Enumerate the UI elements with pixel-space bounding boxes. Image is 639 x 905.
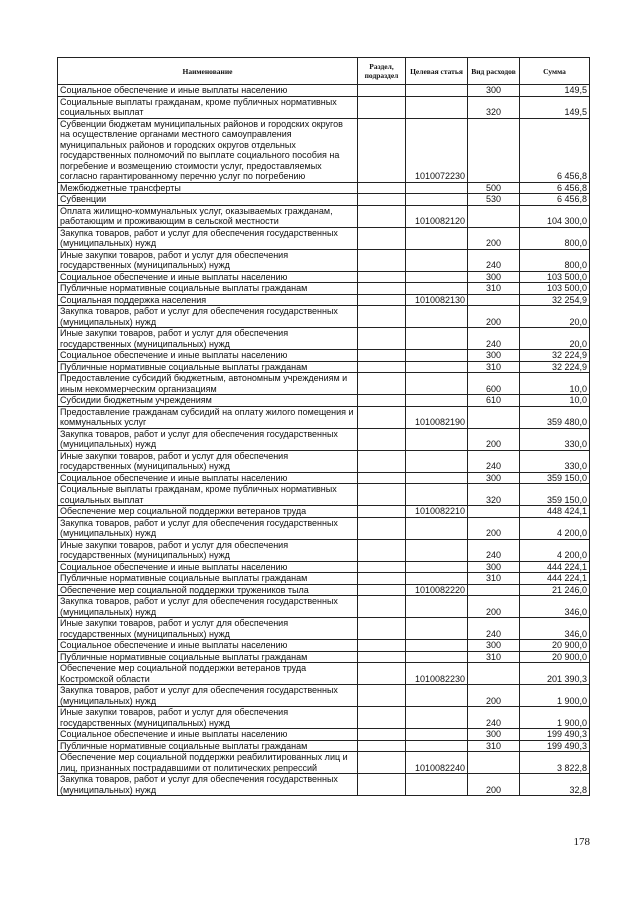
- cell-name: Социальное обеспечение и иные выплаты населению: [58, 271, 358, 283]
- cell-sum: 3 822,8: [520, 752, 590, 774]
- cell-name: Социальное обеспечение и иные выплаты населению: [58, 640, 358, 652]
- cell-section: [358, 182, 406, 194]
- table-row: [58, 406, 590, 428]
- cell-target: [406, 350, 468, 362]
- cell-target: 1010082230: [406, 663, 468, 685]
- cell-kind: [468, 752, 520, 774]
- cell-name: Публичные нормативные социальные выплаты гражданам: [58, 361, 358, 373]
- cell-section: [358, 406, 406, 428]
- cell-section: [358, 328, 406, 350]
- cell-section: [358, 539, 406, 561]
- cell-sum: 201 390,3: [520, 663, 590, 685]
- cell-section: [358, 707, 406, 729]
- cell-kind: 320: [468, 96, 520, 118]
- cell-sum: 330,0: [520, 428, 590, 450]
- cell-section: [358, 618, 406, 640]
- cell-kind: [468, 506, 520, 518]
- cell-name: Социальные выплаты гражданам, кроме публичных нормативных социальных выплат: [58, 96, 358, 118]
- cell-kind: 200: [468, 517, 520, 539]
- cell-sum: 6 456,8: [520, 194, 590, 206]
- cell-section: [358, 640, 406, 652]
- cell-name: Иные закупки товаров, работ и услуг для обеспечения государственных (муниципальных) нужд: [58, 450, 358, 472]
- cell-name: Оплата жилищно-коммунальных услуг, оказываемых гражданам, работающим и проживающим в сельской местности: [58, 205, 358, 227]
- cell-kind: 200: [468, 774, 520, 796]
- cell-kind: 300: [468, 729, 520, 741]
- cell-sum: 4 200,0: [520, 539, 590, 561]
- cell-kind: 200: [468, 428, 520, 450]
- table-row: [58, 395, 590, 407]
- cell-name: Публичные нормативные социальные выплаты гражданам: [58, 283, 358, 295]
- cell-name: Обеспечение мер социальной поддержки реабилитированных лиц и лиц, признанных пострадавшими от политических репрессий: [58, 752, 358, 774]
- cell-section: [358, 249, 406, 271]
- table-body: [58, 85, 590, 796]
- cell-name: Социальное обеспечение и иные выплаты населению: [58, 350, 358, 362]
- cell-section: [358, 361, 406, 373]
- cell-sum: 32,8: [520, 774, 590, 796]
- cell-kind: 200: [468, 306, 520, 328]
- cell-sum: 346,0: [520, 596, 590, 618]
- header-section: Раздел, подраздел: [358, 58, 406, 85]
- cell-target: [406, 306, 468, 328]
- cell-section: [358, 472, 406, 484]
- cell-name: Закупка товаров, работ и услуг для обеспечения государственных (муниципальных) нужд: [58, 517, 358, 539]
- cell-section: [358, 573, 406, 585]
- cell-target: [406, 328, 468, 350]
- cell-sum: 20,0: [520, 328, 590, 350]
- cell-sum: 800,0: [520, 249, 590, 271]
- table-row: [58, 328, 590, 350]
- cell-kind: [468, 406, 520, 428]
- cell-sum: 32 254,9: [520, 294, 590, 306]
- cell-name: Социальное обеспечение и иные выплаты населению: [58, 472, 358, 484]
- table-row: [58, 584, 590, 596]
- cell-kind: 310: [468, 283, 520, 295]
- cell-kind: 240: [468, 707, 520, 729]
- table-row: [58, 651, 590, 663]
- cell-sum: 20 900,0: [520, 651, 590, 663]
- cell-section: [358, 740, 406, 752]
- cell-section: [358, 774, 406, 796]
- cell-target: [406, 85, 468, 97]
- cell-sum: 448 424,1: [520, 506, 590, 518]
- cell-section: [358, 450, 406, 472]
- cell-target: [406, 249, 468, 271]
- cell-name: Межбюджетные трансферты: [58, 182, 358, 194]
- cell-target: [406, 685, 468, 707]
- cell-target: [406, 227, 468, 249]
- cell-target: [406, 729, 468, 741]
- cell-section: [358, 428, 406, 450]
- cell-sum: 6 456,8: [520, 118, 590, 182]
- cell-target: [406, 539, 468, 561]
- table-row: [58, 194, 590, 206]
- cell-kind: 200: [468, 685, 520, 707]
- table-row: [58, 96, 590, 118]
- cell-name: Субвенции: [58, 194, 358, 206]
- table-row: [58, 707, 590, 729]
- cell-kind: 320: [468, 484, 520, 506]
- cell-name: Иные закупки товаров, работ и услуг для обеспечения государственных (муниципальных) нужд: [58, 249, 358, 271]
- table-row: [58, 685, 590, 707]
- table-row: [58, 373, 590, 395]
- cell-target: [406, 450, 468, 472]
- cell-kind: [468, 663, 520, 685]
- cell-section: [358, 85, 406, 97]
- cell-sum: 359 150,0: [520, 472, 590, 484]
- table-row: [58, 539, 590, 561]
- table-row: [58, 472, 590, 484]
- table-row: [58, 227, 590, 249]
- cell-target: [406, 373, 468, 395]
- table-row: [58, 271, 590, 283]
- cell-section: [358, 373, 406, 395]
- cell-name: Субсидии бюджетным учреждениям: [58, 395, 358, 407]
- cell-name: Социальная поддержка населения: [58, 294, 358, 306]
- cell-target: [406, 96, 468, 118]
- table-row: [58, 484, 590, 506]
- cell-sum: 10,0: [520, 373, 590, 395]
- cell-target: [406, 561, 468, 573]
- cell-kind: 610: [468, 395, 520, 407]
- cell-sum: 103 500,0: [520, 283, 590, 295]
- cell-section: [358, 294, 406, 306]
- cell-name: Иные закупки товаров, работ и услуг для обеспечения государственных (муниципальных) нужд: [58, 328, 358, 350]
- cell-section: [358, 663, 406, 685]
- cell-sum: 1 900,0: [520, 707, 590, 729]
- table-header-row: [58, 58, 590, 85]
- cell-sum: 346,0: [520, 618, 590, 640]
- cell-name: Субвенции бюджетам муниципальных районов и городских округов на осуществление органами местного самоуправления муниципальных районов и городских округов отдельных государственных полномочий по выплате социального пособия на погребение и возмещению стоимости услуг, предоставляемых согласно гарантированному перечню услуг по погребению: [58, 118, 358, 182]
- cell-kind: 310: [468, 740, 520, 752]
- table-row: [58, 361, 590, 373]
- cell-name: Публичные нормативные социальные выплаты гражданам: [58, 651, 358, 663]
- cell-name: Обеспечение мер социальной поддержки ветеранов труда: [58, 506, 358, 518]
- cell-name: Социальное обеспечение и иные выплаты населению: [58, 729, 358, 741]
- cell-section: [358, 205, 406, 227]
- cell-name: Предоставление гражданам субсидий на оплату жилого помещения и коммунальных услуг: [58, 406, 358, 428]
- cell-section: [358, 271, 406, 283]
- cell-kind: 200: [468, 227, 520, 249]
- cell-section: [358, 561, 406, 573]
- cell-kind: 300: [468, 640, 520, 652]
- cell-target: [406, 472, 468, 484]
- cell-kind: [468, 584, 520, 596]
- table-row: [58, 205, 590, 227]
- table-row: [58, 774, 590, 796]
- cell-target: 1010072230: [406, 118, 468, 182]
- cell-kind: [468, 118, 520, 182]
- cell-section: [358, 596, 406, 618]
- cell-kind: 300: [468, 472, 520, 484]
- budget-table: [57, 57, 590, 796]
- cell-target: 1010082130: [406, 294, 468, 306]
- cell-section: [358, 306, 406, 328]
- table-row: [58, 85, 590, 97]
- cell-target: [406, 271, 468, 283]
- header-target: Целевая статья: [406, 58, 468, 85]
- cell-kind: [468, 205, 520, 227]
- cell-sum: 149,5: [520, 96, 590, 118]
- cell-section: [358, 350, 406, 362]
- table-row: [58, 618, 590, 640]
- cell-sum: 4 200,0: [520, 517, 590, 539]
- cell-sum: 199 490,3: [520, 729, 590, 741]
- header-kind: Вид расходов: [468, 58, 520, 85]
- table-row: [58, 118, 590, 182]
- cell-section: [358, 517, 406, 539]
- cell-kind: 530: [468, 194, 520, 206]
- cell-section: [358, 651, 406, 663]
- cell-name: Закупка товаров, работ и услуг для обеспечения государственных (муниципальных) нужд: [58, 227, 358, 249]
- table-row: [58, 450, 590, 472]
- cell-section: [358, 395, 406, 407]
- cell-sum: 330,0: [520, 450, 590, 472]
- cell-target: [406, 740, 468, 752]
- cell-target: [406, 596, 468, 618]
- cell-sum: 32 224,9: [520, 361, 590, 373]
- table-row: [58, 428, 590, 450]
- cell-kind: 300: [468, 561, 520, 573]
- cell-target: [406, 517, 468, 539]
- cell-kind: 300: [468, 350, 520, 362]
- cell-name: Иные закупки товаров, работ и услуг для обеспечения государственных (муниципальных) нужд: [58, 618, 358, 640]
- cell-sum: 800,0: [520, 227, 590, 249]
- cell-target: [406, 484, 468, 506]
- cell-section: [358, 506, 406, 518]
- cell-section: [358, 227, 406, 249]
- cell-target: [406, 283, 468, 295]
- cell-target: [406, 651, 468, 663]
- cell-target: [406, 395, 468, 407]
- table-row: [58, 596, 590, 618]
- table-row: [58, 506, 590, 518]
- cell-kind: 600: [468, 373, 520, 395]
- table-row: [58, 561, 590, 573]
- cell-section: [358, 752, 406, 774]
- cell-name: Закупка товаров, работ и услуг для обеспечения государственных (муниципальных) нужд: [58, 428, 358, 450]
- cell-sum: 6 456,8: [520, 182, 590, 194]
- cell-name: Закупка товаров, работ и услуг для обеспечения государственных (муниципальных) нужд: [58, 306, 358, 328]
- cell-sum: 20,0: [520, 306, 590, 328]
- cell-section: [358, 685, 406, 707]
- cell-sum: 444 224,1: [520, 573, 590, 585]
- cell-kind: [468, 294, 520, 306]
- cell-section: [358, 484, 406, 506]
- cell-kind: 300: [468, 85, 520, 97]
- cell-section: [358, 584, 406, 596]
- cell-target: 1010082190: [406, 406, 468, 428]
- cell-name: Обеспечение мер социальной поддержки тружеников тыла: [58, 584, 358, 596]
- table-row: [58, 249, 590, 271]
- cell-sum: 359 480,0: [520, 406, 590, 428]
- cell-kind: 310: [468, 361, 520, 373]
- cell-kind: 310: [468, 651, 520, 663]
- cell-target: 1010082120: [406, 205, 468, 227]
- cell-target: [406, 640, 468, 652]
- cell-kind: 240: [468, 618, 520, 640]
- table-row: [58, 182, 590, 194]
- cell-sum: 10,0: [520, 395, 590, 407]
- table-row: [58, 752, 590, 774]
- cell-kind: 240: [468, 249, 520, 271]
- cell-section: [358, 194, 406, 206]
- cell-name: Закупка товаров, работ и услуг для обеспечения государственных (муниципальных) нужд: [58, 596, 358, 618]
- table-row: [58, 517, 590, 539]
- cell-target: [406, 194, 468, 206]
- cell-name: Социальное обеспечение и иные выплаты населению: [58, 85, 358, 97]
- cell-kind: 300: [468, 271, 520, 283]
- table-row: [58, 283, 590, 295]
- header-name: Наименование: [58, 58, 358, 85]
- cell-sum: 32 224,9: [520, 350, 590, 362]
- cell-section: [358, 118, 406, 182]
- cell-name: Публичные нормативные социальные выплаты гражданам: [58, 740, 358, 752]
- cell-kind: 500: [468, 182, 520, 194]
- cell-name: Иные закупки товаров, работ и услуг для обеспечения государственных (муниципальных) нужд: [58, 539, 358, 561]
- cell-target: [406, 774, 468, 796]
- cell-sum: 199 490,3: [520, 740, 590, 752]
- cell-sum: 20 900,0: [520, 640, 590, 652]
- table-row: [58, 640, 590, 652]
- cell-name: Предоставление субсидий бюджетным, автономным учреждениям и иным некоммерческим организациям: [58, 373, 358, 395]
- cell-sum: 444 224,1: [520, 561, 590, 573]
- cell-target: [406, 361, 468, 373]
- cell-section: [358, 729, 406, 741]
- cell-kind: 240: [468, 328, 520, 350]
- cell-name: Социальные выплаты гражданам, кроме публичных нормативных социальных выплат: [58, 484, 358, 506]
- cell-sum: 359 150,0: [520, 484, 590, 506]
- cell-name: Закупка товаров, работ и услуг для обеспечения государственных (муниципальных) нужд: [58, 685, 358, 707]
- cell-kind: 240: [468, 539, 520, 561]
- cell-target: 1010082210: [406, 506, 468, 518]
- cell-target: 1010082240: [406, 752, 468, 774]
- cell-target: [406, 707, 468, 729]
- cell-kind: 200: [468, 596, 520, 618]
- header-sum: Сумма: [520, 58, 590, 85]
- cell-name: Закупка товаров, работ и услуг для обеспечения государственных (муниципальных) нужд: [58, 774, 358, 796]
- cell-kind: 310: [468, 573, 520, 585]
- cell-section: [358, 283, 406, 295]
- cell-target: [406, 573, 468, 585]
- table-row: [58, 294, 590, 306]
- table-row: [58, 350, 590, 362]
- cell-target: 1010082220: [406, 584, 468, 596]
- cell-sum: 103 500,0: [520, 271, 590, 283]
- cell-sum: 1 900,0: [520, 685, 590, 707]
- cell-name: Социальное обеспечение и иные выплаты населению: [58, 561, 358, 573]
- cell-sum: 104 300,0: [520, 205, 590, 227]
- page-number: 178: [573, 836, 590, 848]
- cell-section: [358, 96, 406, 118]
- table-row: [58, 306, 590, 328]
- cell-sum: 149,5: [520, 85, 590, 97]
- cell-target: [406, 182, 468, 194]
- table-row: [58, 573, 590, 585]
- cell-kind: 240: [468, 450, 520, 472]
- cell-target: [406, 428, 468, 450]
- cell-name: Обеспечение мер социальной поддержки ветеранов труда Костромской области: [58, 663, 358, 685]
- cell-name: Публичные нормативные социальные выплаты гражданам: [58, 573, 358, 585]
- cell-name: Иные закупки товаров, работ и услуг для обеспечения государственных (муниципальных) нужд: [58, 707, 358, 729]
- table-row: [58, 663, 590, 685]
- table-row: [58, 729, 590, 741]
- cell-sum: 21 246,0: [520, 584, 590, 596]
- cell-target: [406, 618, 468, 640]
- table-row: [58, 740, 590, 752]
